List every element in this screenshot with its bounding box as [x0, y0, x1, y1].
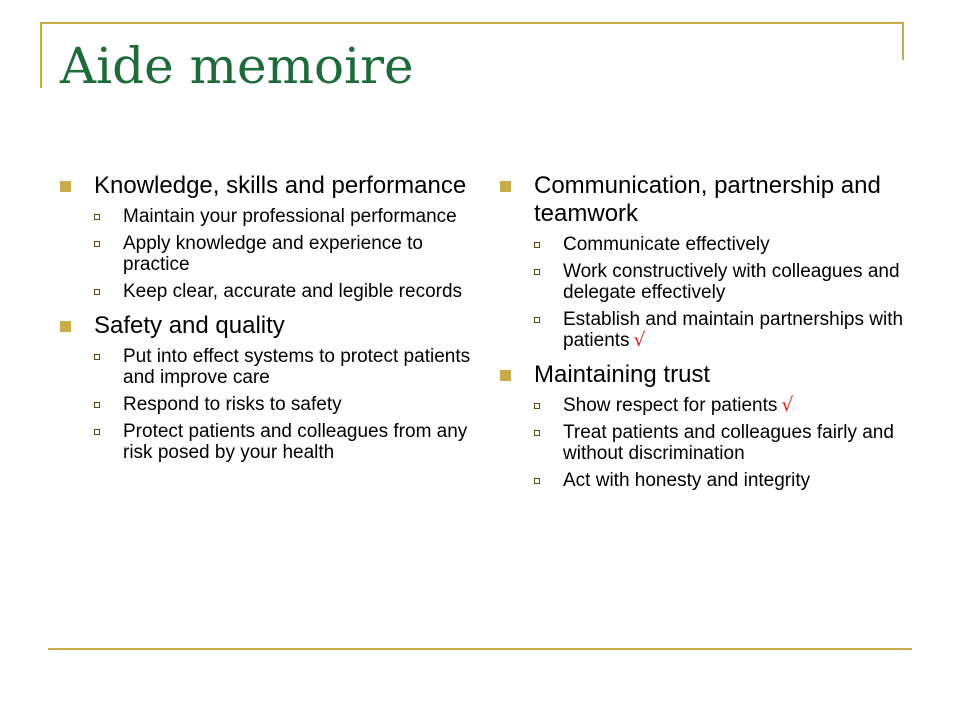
- list-item: [534, 234, 910, 255]
- list-item: [94, 233, 472, 275]
- bullet-list: [94, 206, 472, 302]
- hollow-square-bullet-icon: [94, 354, 100, 360]
- hollow-square-bullet-icon: [534, 317, 540, 323]
- list-item-label: Show respect for patients: [563, 395, 778, 416]
- list-item: [534, 261, 910, 303]
- section-maintaining-trust: [500, 359, 910, 491]
- list-item-text: [563, 395, 794, 416]
- list-item-text: Maintain your professional performance: [123, 206, 457, 227]
- list-item: [94, 394, 472, 415]
- section-heading: Maintaining trust: [534, 361, 711, 388]
- list-item-text: Protect patients and colleagues from any risk posed by your health: [123, 421, 468, 463]
- hollow-square-bullet-icon: [534, 269, 540, 275]
- section-knowledge-skills: [60, 170, 472, 302]
- list-item-text: Act with honesty and integrity: [563, 470, 811, 491]
- list-item-text: [563, 309, 910, 351]
- right-column: [500, 170, 910, 499]
- section-heading: Communication, partnership and teamwork: [534, 172, 881, 227]
- right-rule: [902, 22, 904, 60]
- hollow-square-bullet-icon: [94, 214, 100, 220]
- left-rule: [40, 22, 42, 88]
- section-heading: Knowledge, skills and performance: [94, 172, 467, 199]
- hollow-square-bullet-icon: [534, 242, 540, 248]
- section-safety-quality: [60, 310, 472, 463]
- bullet-list: [94, 346, 472, 463]
- list-item: [94, 346, 472, 388]
- square-bullet-icon: [60, 181, 71, 192]
- list-item-text: Work constructively with colleagues and delegate effectively: [563, 261, 900, 303]
- list-item-label: Establish and maintain partnerships with patients: [563, 309, 904, 351]
- hollow-square-bullet-icon: [534, 430, 540, 436]
- list-item: [94, 281, 472, 302]
- list-item-text: Treat patients and colleagues fairly and without discrimination: [563, 422, 894, 464]
- check-mark-icon: √: [633, 329, 646, 351]
- square-bullet-icon: [60, 321, 71, 332]
- list-item: [534, 395, 910, 416]
- list-item-text: Keep clear, accurate and legible records: [123, 281, 463, 302]
- bottom-rule: [48, 648, 912, 650]
- hollow-square-bullet-icon: [94, 241, 100, 247]
- top-rule: [40, 22, 904, 24]
- list-item: [94, 206, 472, 227]
- check-mark-icon: √: [781, 394, 794, 416]
- hollow-square-bullet-icon: [534, 478, 540, 484]
- hollow-square-bullet-icon: [94, 289, 100, 295]
- bullet-list: [534, 234, 910, 351]
- slide-title: Aide memoire: [60, 37, 414, 95]
- list-item: [94, 421, 472, 463]
- hollow-square-bullet-icon: [94, 429, 100, 435]
- list-item: [534, 470, 910, 491]
- bullet-list: [534, 395, 910, 491]
- square-bullet-icon: [500, 181, 511, 192]
- list-item-text: Respond to risks to safety: [123, 394, 342, 415]
- square-bullet-icon: [500, 370, 511, 381]
- hollow-square-bullet-icon: [534, 403, 540, 409]
- section-heading: Safety and quality: [94, 312, 285, 339]
- list-item: [534, 422, 910, 464]
- list-item-text: Communicate effectively: [563, 234, 770, 255]
- hollow-square-bullet-icon: [94, 402, 100, 408]
- list-item-text: Put into effect systems to protect patients and improve care: [123, 346, 471, 388]
- list-item-text: Apply knowledge and experience to practice: [123, 233, 423, 275]
- left-column: [60, 170, 472, 471]
- section-communication-partnership: [500, 170, 910, 351]
- list-item: [534, 309, 910, 351]
